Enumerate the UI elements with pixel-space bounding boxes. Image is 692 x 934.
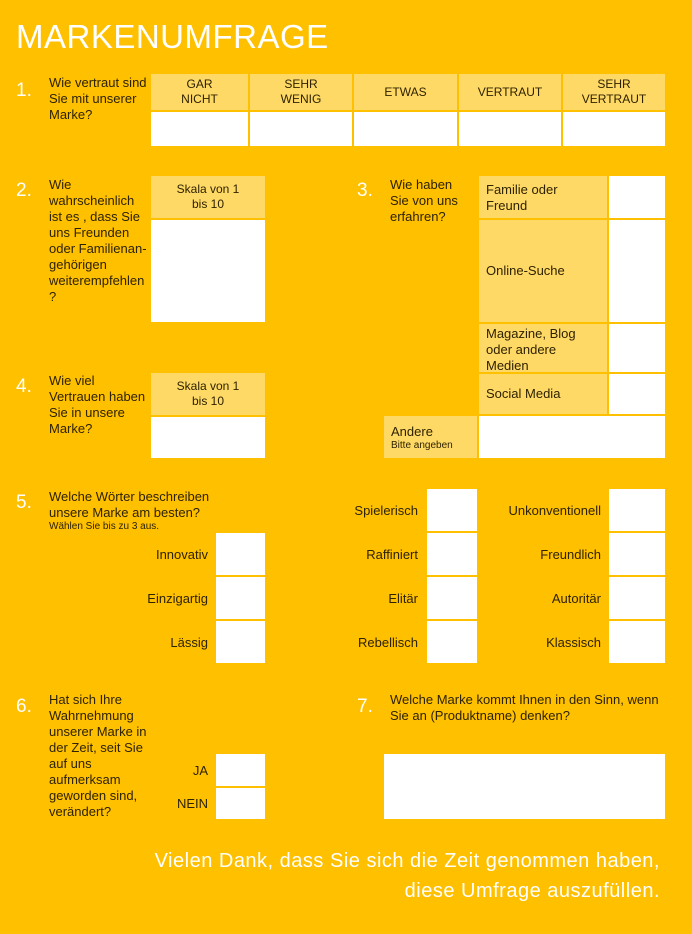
thank-you-line-2: diese Umfrage auszufüllen. [404, 880, 660, 902]
q3-other-hint: Bitte angeben [391, 440, 453, 451]
q5-checkbox-laessig[interactable] [215, 620, 266, 664]
q5-checkbox-spielerisch[interactable] [426, 488, 478, 532]
q6-label-ja: JA [192, 763, 208, 778]
q5-label-einzigartig: Einzigartig [147, 591, 208, 606]
q1-option-vertraut: VERTRAUT [458, 73, 562, 111]
q5-hint: Wählen Sie bis zu 3 aus. [49, 521, 160, 532]
q7-answer-field[interactable] [383, 753, 666, 820]
q3-other-label-cell [383, 415, 478, 459]
q5-checkbox-klassisch[interactable] [608, 620, 666, 664]
q6-text: Hat sich Ihre Wahrnehmung unserer Marke in der Zeit, seit Sie auf uns aufmerksam geworden sind, verändert? [49, 692, 147, 819]
q2-scale-label: Skala von 1 bis 10 [150, 175, 266, 219]
q5-checkbox-autoritaer[interactable] [608, 576, 666, 620]
q4-number: 4. [16, 376, 32, 397]
q6-checkbox-ja[interactable] [215, 753, 266, 787]
q2-text: Wie wahrscheinlich ist es , dass Sie uns Freunden oder Familienan-gehörigen weiterempfehlen? [49, 177, 147, 304]
q5-checkbox-freundlich[interactable] [608, 532, 666, 576]
q5-checkbox-elitaer[interactable] [426, 576, 478, 620]
q3-other-field[interactable] [478, 415, 666, 459]
q7-number: 7. [357, 696, 373, 717]
q1-number: 1. [16, 80, 32, 101]
q3-option-online-suche: Online-Suche [478, 219, 608, 323]
q5-label-freundlich: Freundlich [540, 547, 601, 562]
q3-other-label: Andere [391, 424, 433, 439]
q5-label-unkonventionell: Unkonventionell [508, 503, 601, 518]
q6-label-nein: NEIN [176, 796, 208, 811]
q1-answer-vertraut[interactable] [458, 111, 562, 147]
q5-label-spielerisch: Spielerisch [354, 503, 418, 518]
q1-text: Wie vertraut sind Sie mit unserer Marke? [49, 75, 147, 122]
q5-label-rebellisch: Rebellisch [358, 635, 418, 650]
q5-checkbox-innovativ[interactable] [215, 532, 266, 576]
q3-checkbox-familie[interactable] [608, 175, 666, 219]
q5-checkbox-unkonventionell[interactable] [608, 488, 666, 532]
q1-answer-gar-nicht[interactable] [150, 111, 249, 147]
q3-option-social-media: Social Media [478, 373, 608, 415]
q6-checkbox-nein[interactable] [215, 787, 266, 820]
q2-answer-field[interactable] [150, 219, 266, 323]
q5-label-elitaer: Elitär [388, 591, 418, 606]
q5-checkbox-rebellisch[interactable] [426, 620, 478, 664]
thank-you-message [155, 846, 660, 906]
q3-checkbox-social-media[interactable] [608, 373, 666, 415]
q1-option-sehr-vertraut: SEHR VERTRAUT [562, 73, 666, 111]
q5-label-laessig: Lässig [170, 635, 208, 650]
q5-label-innovativ: Innovativ [155, 547, 208, 562]
q1-answer-etwas[interactable] [353, 111, 458, 147]
page-title: MARKENUMFRAGE [16, 18, 329, 55]
q5-label-raffiniert: Raffiniert [366, 547, 418, 562]
q3-text: Wie haben Sie von uns erfahren? [390, 177, 458, 224]
q3-checkbox-medien[interactable] [608, 323, 666, 373]
q2-number: 2. [16, 180, 32, 201]
q3-option-familie: Familie oder Freund [478, 175, 608, 219]
q3-number: 3. [357, 180, 373, 201]
q1-option-sehr-wenig: SEHR WENIG [249, 73, 353, 111]
q3-checkbox-online-suche[interactable] [608, 219, 666, 323]
q4-answer-field[interactable] [150, 416, 266, 459]
q7-text: Welche Marke kommt Ihnen in den Sinn, wenn Sie an (Produktname) denken? [390, 692, 659, 723]
q3-option-medien: Magazine, Blog oder andere Medien [478, 323, 608, 373]
q1-answer-sehr-wenig[interactable] [249, 111, 353, 147]
q4-scale-label: Skala von 1 bis 10 [150, 372, 266, 416]
q5-label-autoritaer: Autoritär [551, 591, 601, 606]
q1-option-gar-nicht: GAR NICHT [150, 73, 249, 111]
q5-text: Welche Wörter beschreiben unsere Marke am besten? [49, 489, 210, 520]
q5-label-klassisch: Klassisch [546, 635, 601, 650]
q1-answer-sehr-vertraut[interactable] [562, 111, 666, 147]
q1-option-etwas: ETWAS [353, 73, 458, 111]
thank-you-line-1: Vielen Dank, dass Sie sich die Zeit genommen haben, [154, 850, 660, 872]
q5-number: 5. [16, 492, 32, 513]
q5-checkbox-einzigartig[interactable] [215, 576, 266, 620]
q5-checkbox-raffiniert[interactable] [426, 532, 478, 576]
q6-number: 6. [16, 696, 32, 717]
q4-text: Wie viel Vertrauen haben Sie in unsere Marke? [49, 373, 146, 436]
